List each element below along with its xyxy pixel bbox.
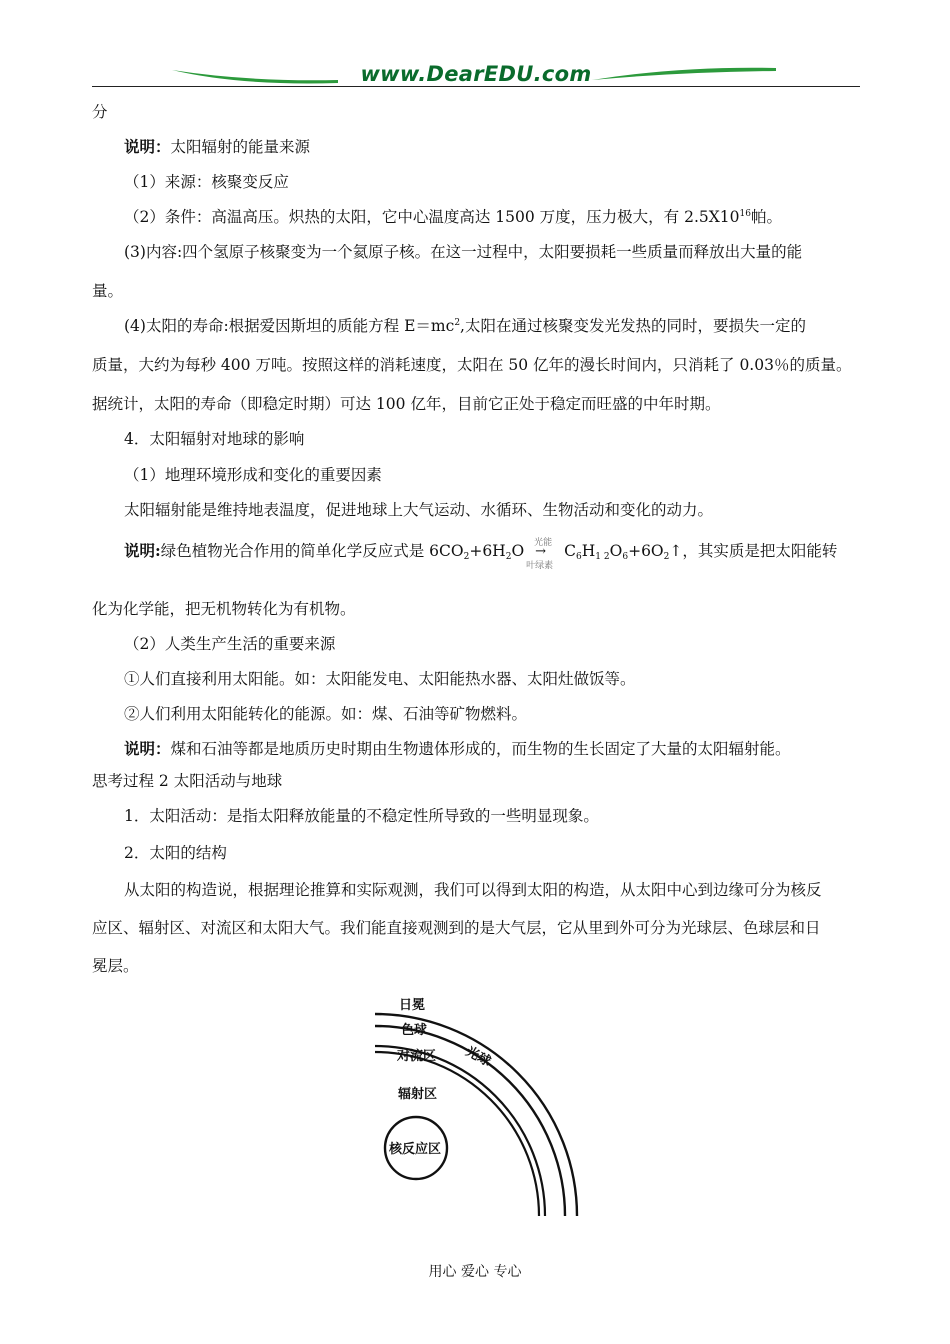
- header-logo-text: www.DearEDU.com: [360, 62, 592, 86]
- arrow-icon: →: [535, 544, 547, 559]
- line-19: 思考过程 2 太阳活动与地球: [92, 772, 283, 790]
- line-16: ①人们直接利用太阳能。如：太阳能发电、太阳能热水器、太阳灶做饭等。: [124, 670, 636, 688]
- formula-sub: 2: [663, 552, 670, 562]
- line-04-text: （2）条件：高温高压。炽热的太阳，它中心温度高达 1500 万度，压力极大，有 2.5X10: [124, 208, 740, 226]
- line-22: 从太阳的构造说，根据理论推算和实际观测，我们可以得到太阳的构造，从太阳中心到边缘可分为核反: [124, 881, 822, 899]
- line-12: 太阳辐射能是维持地表温度，促进地球上大气运动、水循环、生物活动和变化的动力。: [124, 501, 714, 519]
- line-07: [124, 316, 806, 336]
- line-18: [124, 739, 791, 759]
- formula-sub: 6: [576, 552, 582, 562]
- line-03: （1）来源：核聚变反应: [124, 173, 289, 191]
- page-header: [92, 60, 860, 90]
- line-06: 量。: [92, 282, 124, 300]
- line-21: 2．太阳的结构: [124, 844, 227, 862]
- page-footer: 用心 爱心 专心: [428, 1264, 522, 1280]
- core-label: 核反应区: [389, 1142, 442, 1157]
- line-20: 1．太阳活动：是指太阳释放能量的不稳定性所导致的一些明显现象。: [124, 807, 599, 825]
- line-07-text: (4)太阳的寿命:根据爱因斯坦的质能方程 E＝mc: [124, 317, 455, 335]
- note-label-3: 说明：: [124, 739, 171, 758]
- reaction-arrow: [524, 538, 564, 571]
- line-14: 化为化学能，把无机物转化为有机物。: [92, 600, 356, 618]
- line-04-unit: 帕。: [750, 208, 782, 226]
- header-swoosh-left: [170, 66, 340, 86]
- sun-structure-diagram: [355, 992, 585, 1222]
- chromosphere-label: 色球: [401, 1023, 428, 1038]
- arrow-condition-chlorophyll: 叶绿素: [526, 561, 554, 571]
- formula-sub: 2: [505, 552, 512, 562]
- photosphere-label: 光球: [463, 1044, 494, 1070]
- line-05: (3)内容:四个氢原子核聚变为一个氦原子核。在这一过程中，太阳要损耗一些质量而释放出大量的能: [124, 243, 803, 261]
- line-07-text-b: ,太阳在通过核聚变发光发热的同时，要损失一定的: [460, 317, 806, 335]
- photosphere-arc-outer: [375, 1046, 545, 1216]
- line-04-exponent: 16: [739, 209, 751, 219]
- line-15: （2）人类生产生活的重要来源: [124, 635, 336, 653]
- line-08: 质量，大约为每秒 400 万吨。按照这样的消耗速度，太阳在 50 亿年的漫长时间内，只消耗了 0.03％的质量。: [92, 356, 852, 374]
- line-10: 4．太阳辐射对地球的影响: [124, 430, 305, 448]
- line-17: ②人们利用太阳能转化的能源。如：煤、石油等矿物燃料。: [124, 705, 528, 723]
- header-rule: [92, 86, 860, 87]
- corona-label: 日冕: [399, 998, 426, 1013]
- line-07-exponent: 2: [454, 318, 461, 328]
- formula-oxygen: O: [511, 542, 525, 560]
- formula-water: +6H: [469, 542, 506, 560]
- note-text: 太阳辐射的能量来源: [170, 138, 311, 156]
- formula-carbon: C: [564, 542, 577, 560]
- photosphere-arc-inner: [375, 1052, 539, 1216]
- line-23: 应区、辐射区、对流区和太阳大气。我们能直接观测到的是大气层，它从里到外可分为光球层、色球层和日: [92, 919, 821, 937]
- corona-arc: [375, 1014, 577, 1216]
- formula-oxygen-2: O: [609, 542, 623, 560]
- formula-o2: +6O: [628, 542, 664, 560]
- radiation-label: 辐射区: [398, 1087, 438, 1102]
- line-11: （1）地理环境形成和变化的重要因素: [124, 466, 382, 484]
- formula-intro: 绿色植物光合作用的简单化学反应式是 6CO: [160, 542, 464, 560]
- line-13-formula: [124, 538, 838, 571]
- line-04: [124, 207, 782, 227]
- formula-end: ↑，其实质是把太阳能转: [669, 542, 838, 560]
- line-18-text: 煤和石油等都是地质历史时期由生物遗体形成的，而生物的生长固定了大量的太阳辐射能。: [170, 740, 791, 758]
- line-01: 分: [92, 103, 108, 121]
- formula-hydrogen: H: [581, 542, 596, 560]
- line-02: [124, 137, 310, 157]
- line-09: 据统计，太阳的寿命（即稳定时期）可达 100 亿年，目前它正处于稳定而旺盛的中年时期。: [92, 395, 721, 413]
- arrow-condition-light: 光能: [534, 538, 553, 548]
- header-swoosh-right: [590, 64, 780, 84]
- formula-sub: 1 2: [595, 552, 610, 562]
- formula-sub: 6: [622, 552, 629, 562]
- note-label: 说明：: [124, 137, 171, 156]
- note-label-2: 说明:: [124, 541, 161, 560]
- convection-label: 对流区: [397, 1049, 437, 1064]
- line-24: 冕层。: [92, 957, 139, 975]
- formula-sub: 2: [463, 552, 470, 562]
